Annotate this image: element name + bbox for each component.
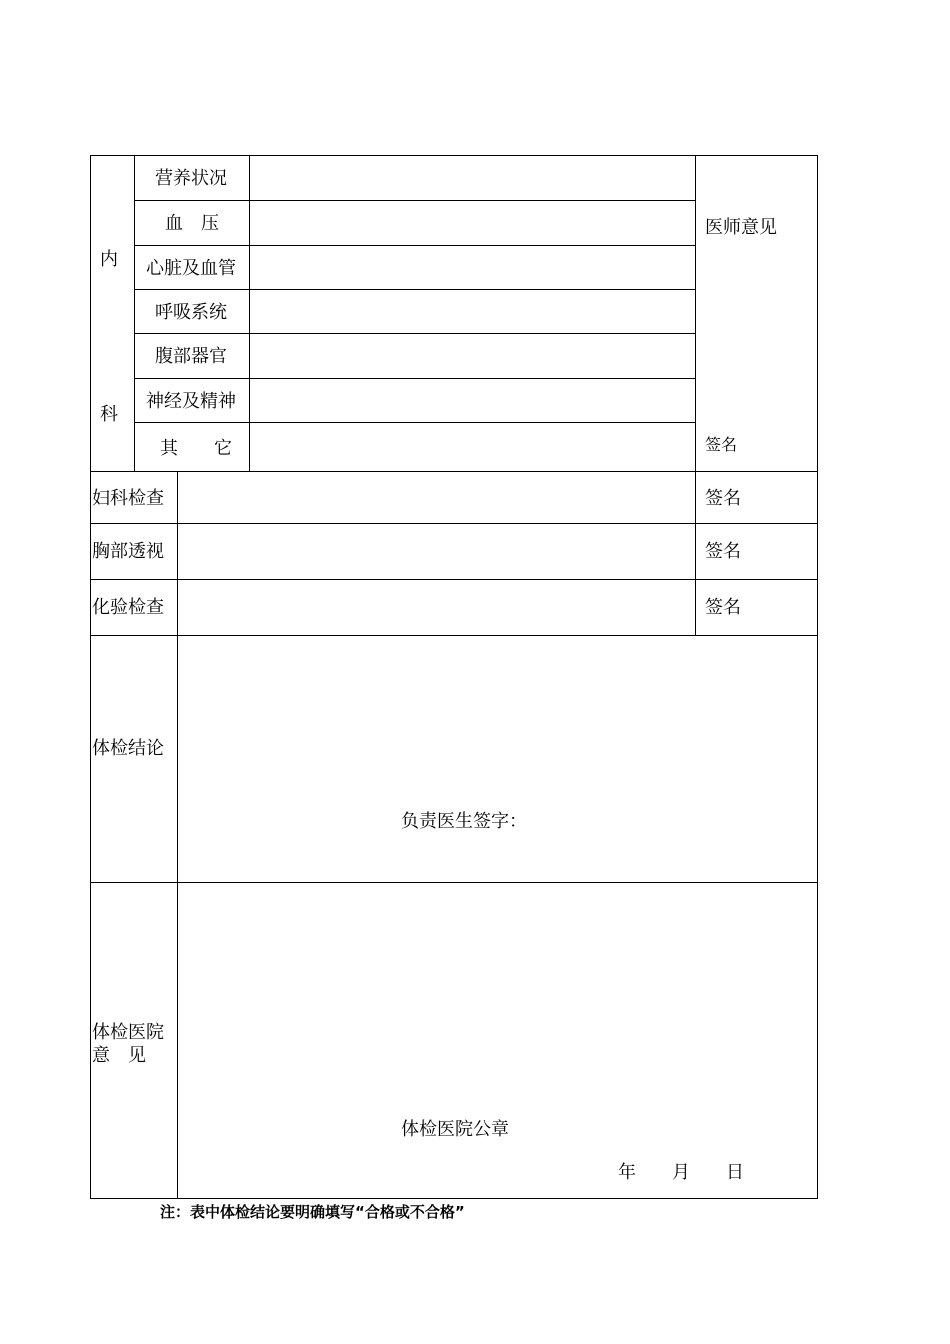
divider — [695, 155, 696, 635]
gynecology-field[interactable] — [178, 472, 695, 523]
gynecology-signature-label: 签名 — [705, 488, 741, 509]
hospital-opinion-label-line1: 体检医院 — [92, 1022, 164, 1043]
lab-test-signature-label: 签名 — [705, 597, 741, 618]
chest-xray-field[interactable] — [178, 524, 695, 579]
hospital-opinion-label-line2: 意 见 — [92, 1045, 146, 1066]
abdominal-field[interactable] — [250, 334, 695, 378]
internal-side-label-top: 内 — [100, 249, 118, 270]
row-label-respiratory: 呼吸系统 — [155, 302, 227, 323]
row-label-neuro: 神经及精神 — [146, 391, 236, 412]
table-border-right — [817, 155, 818, 1199]
heart-field[interactable] — [250, 246, 695, 289]
table-border-bottom — [90, 1198, 818, 1199]
conclusion-label: 体检结论 — [92, 738, 164, 759]
date-label: 年 月 日 — [618, 1162, 744, 1183]
internal-signature-label: 签名 — [705, 435, 738, 454]
internal-side-label-bottom: 科 — [100, 404, 118, 425]
blood-pressure-field[interactable] — [250, 201, 695, 245]
neuro-field[interactable] — [250, 379, 695, 422]
exam-label-gynecology: 妇科检查 — [92, 488, 164, 509]
footnote: 注：表中体检结论要明确填写“合格或不合格” — [160, 1203, 465, 1221]
exam-label-lab-test: 化验检查 — [92, 597, 164, 618]
chest-xray-signature-label: 签名 — [705, 541, 741, 562]
lab-test-field[interactable] — [178, 580, 695, 635]
hospital-seal-label: 体检医院公章 — [401, 1119, 509, 1140]
other-field[interactable] — [250, 423, 695, 471]
row-label-abdominal: 腹部器官 — [155, 346, 227, 367]
exam-label-chest-xray: 胸部透视 — [92, 541, 164, 562]
conclusion-field[interactable] — [178, 636, 817, 882]
row-label-other: 其 它 — [160, 438, 232, 459]
hospital-opinion-field[interactable] — [178, 883, 817, 1198]
doctor-sign-label: 负责医生签字： — [401, 811, 527, 832]
row-label-nutrition: 营养状况 — [155, 168, 227, 189]
doctor-opinion-label: 医师意见 — [705, 217, 777, 238]
table-border-left — [90, 155, 91, 1199]
row-label-blood-pressure: 血 压 — [165, 213, 219, 234]
nutrition-field[interactable] — [250, 156, 695, 200]
divider — [134, 155, 135, 471]
respiratory-field[interactable] — [250, 290, 695, 333]
row-label-heart: 心脏及血管 — [146, 258, 236, 279]
